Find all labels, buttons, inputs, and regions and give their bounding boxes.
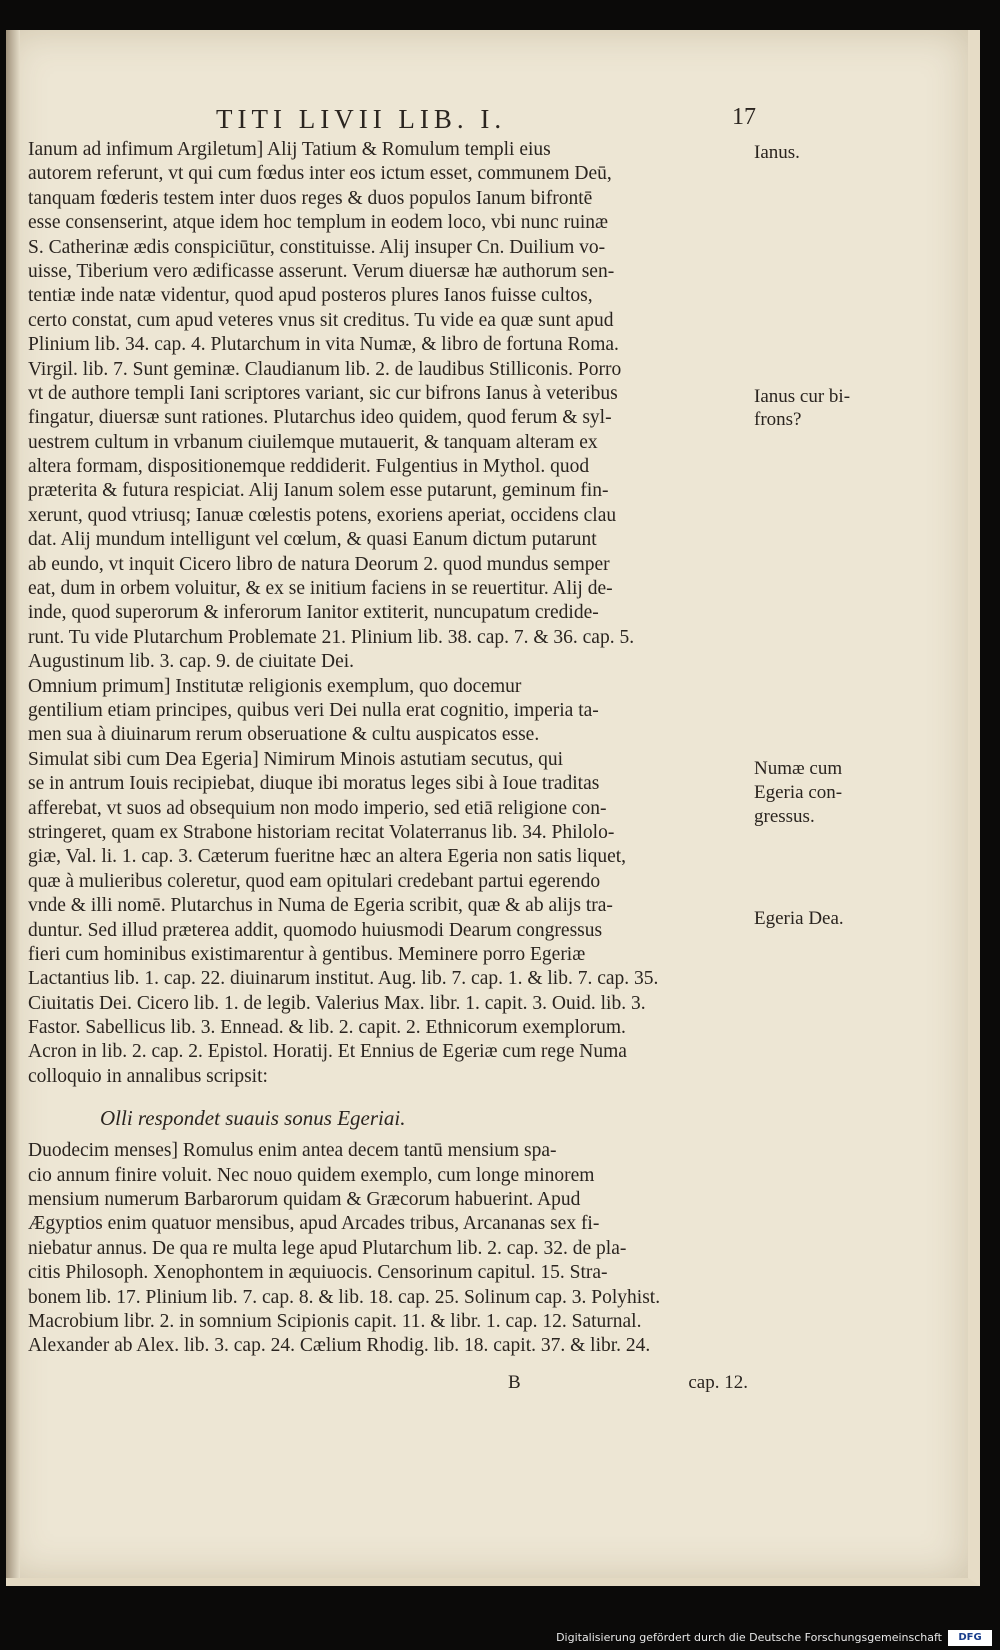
text-line: Lactantius lib. 1. cap. 22. diuinarum institut. Aug. lib. 7. cap. 1. & lib. 7. cap. 35. [28, 968, 659, 990]
text-line: præterita & futura respiciat. Alij Ianum solem esse putarunt, geminum fin- [28, 480, 609, 502]
paragraph-egeria [28, 748, 748, 1089]
text-line: autorem referunt, vt qui cum fœdus inter eos ictum esset, communem Deū, [28, 163, 612, 185]
text-line: Virgil. lib. 7. Sunt geminæ. Claudianum lib. 2. de laudibus Stilliconis. Porro [28, 358, 622, 380]
text-line: Acron in lib. 2. cap. 2. Epistol. Horatij. Et Ennius de Egeriæ cum rege Numa [28, 1041, 627, 1063]
text-line: Fastor. Sabellicus lib. 3. Ennead. & lib. 2. capit. 2. Ethnicorum exemplorum. [28, 1017, 626, 1039]
paragraph-ianus [28, 138, 748, 675]
text-line: tentiæ inde natæ videntur, quod apud posteros plures Ianos fuisse cultos, [28, 285, 593, 307]
text-line: Augustinum lib. 3. cap. 9. de ciuitate Dei. [28, 651, 355, 673]
text-line: giæ, Val. li. 1. cap. 3. Cæterum fueritne hæc an altera Egeria non satis liquet, [28, 846, 627, 868]
text-line: uestrem cultum in vrbanum ciuilemque mutauerit, & tanquam alteram ex [28, 431, 598, 453]
digitization-credit: Digitalisierung gefördert durch die Deutsche Forschungsgemeinschaft [556, 1631, 942, 1644]
text-line: quæ à mulieribus coleretur, quod eam opitulari credebant partui egerendo [28, 870, 601, 892]
text-line: Duodecim menses] Romulus enim antea decem tantū mensium spa- [28, 1140, 557, 1162]
text-line: ab eundo, vt inquit Cicero libro de natura Deorum 2. quod mundus semper [28, 553, 610, 575]
margin-note-ianus-bifrons: Ianus cur bi- [754, 386, 851, 407]
text-line: Ægyptios enim quatuor mensibus, apud Arcades tribus, Arcananas sex fi- [28, 1213, 600, 1235]
margin-note-numae-egeria: gressus. [754, 806, 815, 827]
paragraph-duodecim-menses [28, 1139, 748, 1359]
text-line: esse consenserint, atque idem hoc templum in eodem loco, vbi nunc ruinæ [28, 212, 608, 234]
text-line: fingatur, diuersæ sunt rationes. Plutarchus ideo quidem, quod ferum & syl- [28, 407, 612, 429]
book-page [6, 30, 980, 1586]
text-line: Ianum ad infimum Argiletum] Alij Tatium & Romulum templi eius [28, 139, 551, 160]
text-line: Macrobium libr. 2. in somnium Scipionis capit. 11. & libr. 1. cap. 12. Saturnal. [28, 1310, 642, 1332]
text-line: Simulat sibi cum Dea Egeria] Nimirum Minois astutiam secutus, qui [28, 748, 564, 770]
text-line: citis Philosoph. Xenophontem in æquiuocis. Censorinum capitul. 15. Stra- [28, 1262, 608, 1284]
catchword: cap. 12. [688, 1372, 748, 1393]
page-header [216, 104, 756, 138]
text-line: mensium numerum Barbarorum quidam & Græcorum habuerint. Apud [28, 1189, 581, 1211]
text-line: eat, dum in orbem voluitur, & ex se initium faciens in se reuertitur. Alij de- [28, 578, 613, 600]
dfg-logo: DFG [948, 1630, 992, 1646]
margin-note-numae-egeria: Egeria con- [754, 782, 843, 803]
text-line: gentilium etiam principes, quibus veri Dei nulla erat cognitio, imperia ta- [28, 699, 599, 721]
margin-note-egeria-dea: Egeria Dea. [754, 908, 844, 929]
page-number: 17 [732, 104, 756, 130]
text-line: xerunt, quod vtriusq; Ianuæ cœlestis potens, exoriens aperiat, occidens clau [28, 504, 617, 526]
text-line: Omnium primum] Institutæ religionis exemplum, quo docemur [28, 675, 522, 697]
text-line: duntur. Sed illud præterea addit, quomodo huiusmodi Dearum congressus [28, 919, 603, 941]
running-title: TITI LIVII LIB. I. [216, 104, 507, 134]
text-line: bonem lib. 17. Plinium lib. 7. cap. 8. & lib. 18. cap. 25. Solinum cap. 3. Polyhist. [28, 1286, 661, 1308]
signature-mark: B [508, 1372, 521, 1393]
text-line: fieri cum hominibus existimarentur à gentibus. Meminere porro Egeriæ [28, 943, 586, 965]
commentary-text [28, 138, 748, 1359]
text-line: certo constat, cum apud veteres vnus sit creditus. Tu vide ea quæ sunt apud [28, 309, 614, 331]
text-line: colloquio in annalibus scripsit: [28, 1065, 268, 1087]
margin-note-ianus-bifrons: frons? [754, 409, 802, 430]
margin-note-numae-egeria: Numæ cum [754, 758, 843, 779]
margin-note-ianus: Ianus. [754, 142, 800, 163]
page-gutter [6, 30, 20, 1578]
paragraph-omnium-primum [28, 675, 748, 748]
text-line: dat. Alij mundum intelligunt vel cœlum, & quasi Eanum dictum putarunt [28, 529, 597, 551]
text-line: men sua à diuinarum rerum obseruatione & cultu auspicatos esse. [28, 724, 540, 746]
text-line: inde, quod superorum & inferorum Ianitor extiterit, nuncupatum credide- [28, 602, 599, 624]
text-line: niebatur annus. De qua re multa lege apud Plutarchum lib. 2. cap. 32. de pla- [28, 1237, 627, 1259]
ennius-quotation: Olli respondet suauis sonus Egeriai. [100, 1106, 406, 1131]
text-line: tanquam fœderis testem inter duos reges & duos populos Ianum bifrontē [28, 187, 593, 209]
text-line: Plinium lib. 34. cap. 4. Plutarchum in vita Numæ, & libro de fortuna Roma. [28, 334, 619, 356]
text-line: runt. Tu vide Plutarchum Problemate 21. Plinium lib. 38. cap. 7. & 36. cap. 5. [28, 626, 635, 648]
text-line: uisse, Tiberium vero ædificasse asserunt. Verum diuersæ hæ authorum sen- [28, 260, 615, 282]
text-line: stringeret, quam ex Strabone historiam recitat Volaterranus lib. 34. Philolo- [28, 821, 615, 843]
page-footer [28, 1372, 748, 1400]
text-line: afferebat, vt suos ad obsequium non modo imperio, sed etiā religione con- [28, 797, 607, 819]
text-line: Ciuitatis Dei. Cicero lib. 1. de legib. Valerius Max. libr. 1. capit. 3. Ouid. lib. 3. [28, 992, 646, 1014]
text-line: vt de authore templi Iani scriptores variant, sic cur bifrons Ianus à veteribus [28, 382, 618, 404]
text-line: se in antrum Iouis recipiebat, diuque ibi moratus leges sibi à Ioue traditas [28, 773, 600, 795]
text-line: Alexander ab Alex. lib. 3. cap. 24. Cælium Rhodig. lib. 18. capit. 37. & libr. 24. [28, 1335, 651, 1357]
text-line: altera formam, dispositionemque reddiderit. Fulgentius in Mythol. quod [28, 456, 590, 478]
text-line: vnde & illi nomē. Plutarchus in Numa de Egeria scribit, quæ & ab alijs tra- [28, 895, 613, 917]
text-line: S. Catherinæ ædis conspiciūtur, constituisse. Alij insuper Cn. Duilium vo- [28, 236, 606, 258]
text-line: cio annum finire voluit. Nec nouo quidem exemplo, cum longe minorem [28, 1164, 595, 1186]
